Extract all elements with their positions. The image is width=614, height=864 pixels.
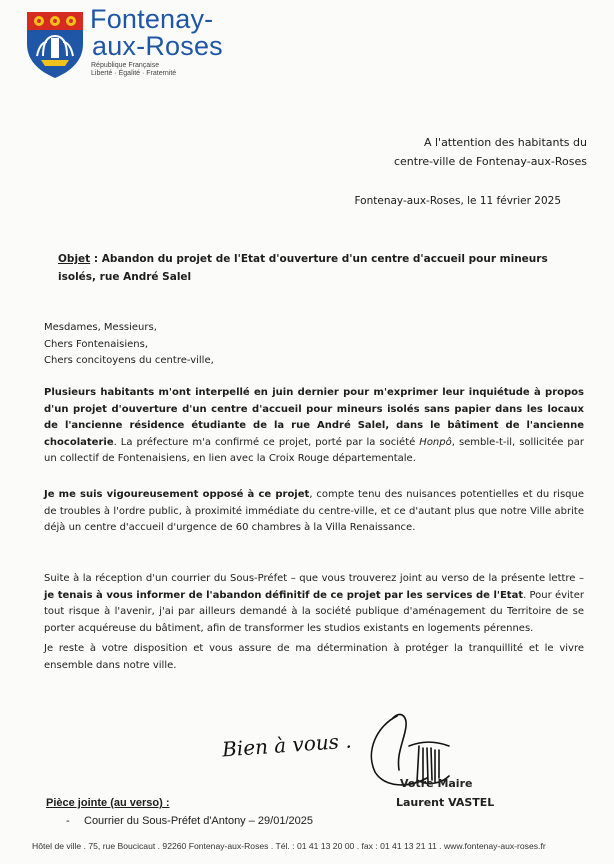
paragraph-3-text-a: Suite à la réception d'un courrier du Sous-Préfet – que vous trouverez joint au verso de la présente lettre – xyxy=(44,573,584,584)
paragraph-1 xyxy=(44,385,584,468)
attachment-item-text: Courrier du Sous-Préfet d'Antony – 29/01/2025 xyxy=(84,815,313,827)
salutation-line3: Chers concitoyens du centre-ville, xyxy=(44,355,214,366)
addressee-line2: centre-ville de Fontenay-aux-Roses xyxy=(393,155,587,168)
addressee-block xyxy=(394,133,587,171)
city-name-line2: aux-Roses xyxy=(92,31,223,61)
signatory-name: Laurent VASTEL xyxy=(396,796,495,809)
attachment-label: Pièce jointe (au verso) : xyxy=(46,797,170,809)
handwritten-closing: Bien à vous . xyxy=(221,728,353,762)
salutation-line2: Chers Fontenaisiens, xyxy=(44,338,149,350)
paragraph-4-text: Je reste à votre disposition et vous assure de ma détermination à protéger la tranquillité et le vivre ensemble dans notre ville. xyxy=(44,643,584,671)
paragraph-1-text-b: , semble-t-il, sollicitée par un collectif de Fontenaisiens, en lien avec la Croix Rouge départementale. xyxy=(44,436,584,464)
republic-motto xyxy=(91,62,176,78)
signatory-title: Votre Maire xyxy=(400,777,473,790)
paragraph-3-bold: je tenais à vous informer de l'abandon définitif de ce projet par les services de l'Etat xyxy=(44,589,524,601)
paragraph-1-text-a: . La préfecture m'a confirmé ce projet, porté par la société xyxy=(113,436,420,448)
addressee-line1: A l'attention des habitants du xyxy=(423,136,587,149)
paragraph-2-bold: Je me suis vigoureusement opposé à ce projet xyxy=(44,489,310,500)
salutation xyxy=(44,320,214,370)
list-dash: - xyxy=(66,815,70,827)
motto-line: Liberté · Égalité · Fraternité xyxy=(91,70,177,77)
footer-address: Hôtel de ville . 75, rue Boucicaut . 92260 Fontenay-aux-Roses . Tél. : 01 41 13 20 00 . fax : 01 41 13 21 11 . www.fontenay-aux-roses.fr xyxy=(32,841,546,851)
city-name-logo xyxy=(90,6,223,60)
paragraph-3 xyxy=(44,571,584,637)
date-line: Fontenay-aux-Roses, le 11 février 2025 xyxy=(354,195,561,207)
subject-label: Objet xyxy=(58,253,91,265)
company-name: Honpô xyxy=(419,436,452,448)
subject-line xyxy=(58,250,582,286)
city-name-line1: Fontenay- xyxy=(90,4,214,34)
subject-text: : Abandon du projet de l'Etat d'ouverture d'un centre d'accueil pour mineurs isolés, rue André Salel xyxy=(58,253,548,283)
paragraph-1-bold: Plusieurs habitants m'ont interpellé en juin dernier pour m'exprimer leur inquiétude à propos d'un projet d'ouverture d'un centre d'accueil pour mineurs isolés sans papier dans les locaux de l'ancienne résidence étudiante de la rue André Salel, dans le bâtiment de l'ancienne chocolaterie xyxy=(44,387,584,448)
paragraph-3-text-b: . Pour éviter tout risque à l'avenir, j'ai par ailleurs demandé à la société publique d'aménagement du Territoire de se porter acquéreuse du bâtiment, afin de transformer les studios existants en logements pérennes. xyxy=(44,589,584,634)
paragraph-2-text: , compte tenu des nuisances potentielles et du risque de troubles à l'ordre public, à proximité immédiate du centre-ville, et ce d'autant plus que notre Ville abrite déjà un centre d'accueil d'urgence de 60 chambres à la Villa Renaissance. xyxy=(44,489,584,533)
attachment-item xyxy=(66,815,313,827)
paragraph-4 xyxy=(44,641,584,674)
paragraph-2 xyxy=(44,487,584,537)
salutation-line1: Mesdames, Messieurs, xyxy=(44,322,157,333)
city-crest-logo xyxy=(25,10,85,80)
republic-line: République Française xyxy=(91,62,160,69)
